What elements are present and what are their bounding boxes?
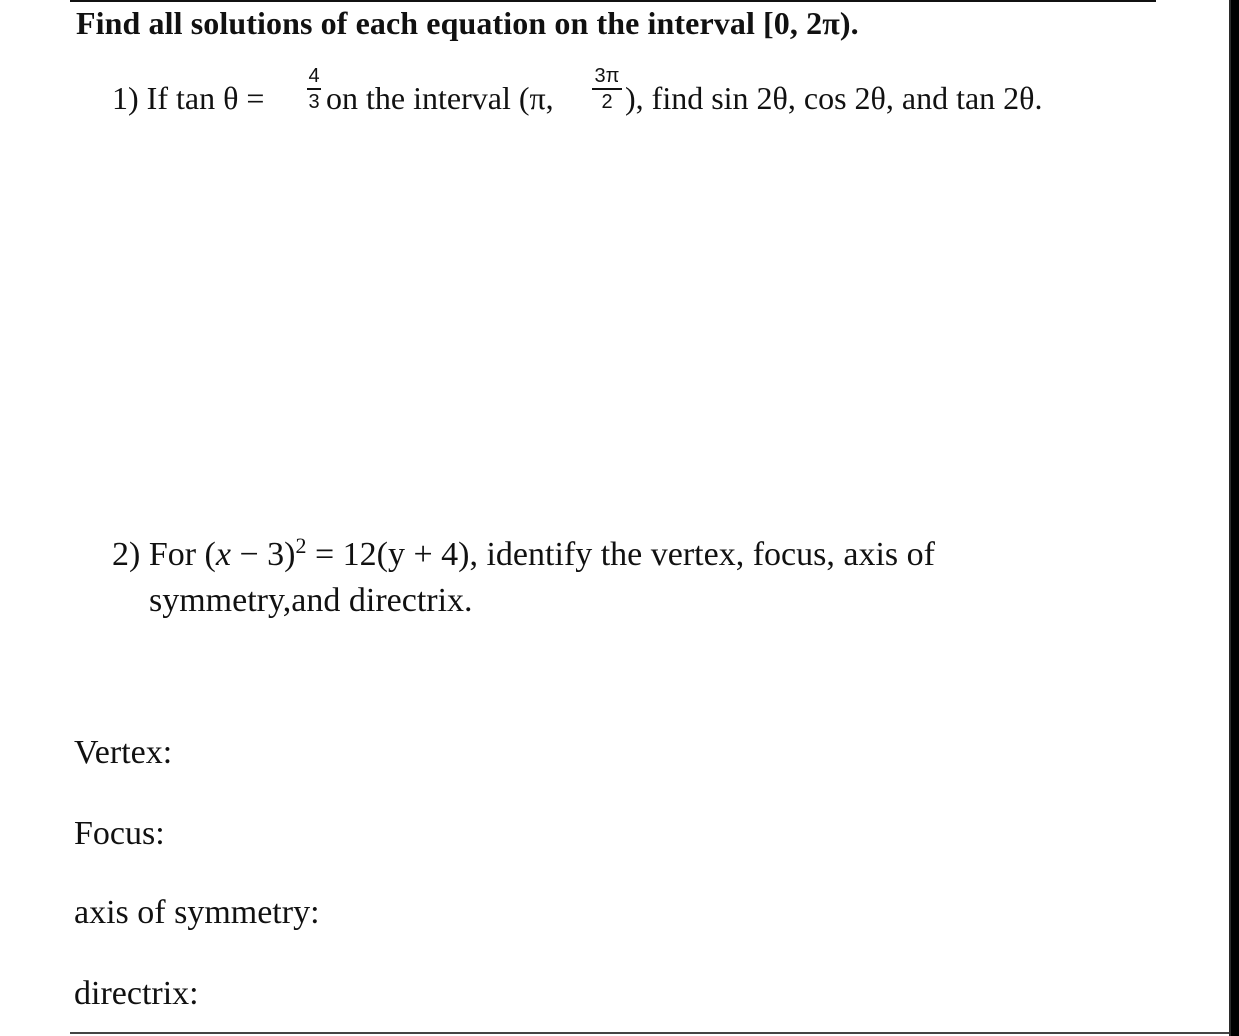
bottom-rule <box>70 1032 1229 1034</box>
fraction-denominator: 2 <box>601 91 613 113</box>
instructions-heading: Find all solutions of each equation on the interval [0, 2π). <box>76 5 859 41</box>
fraction-numerator: 3π <box>594 65 620 87</box>
question-1-prefix: 1) If tan θ = <box>112 80 265 116</box>
fraction-numerator: 4 <box>308 65 320 87</box>
question-2-number: 2) <box>112 536 141 573</box>
vertex-label: Vertex: <box>74 734 173 771</box>
focus-label: Focus: <box>74 815 165 852</box>
question-2-minus: − 3) <box>230 536 296 573</box>
exponent: 2 <box>295 533 307 558</box>
question-2-lead: For ( <box>148 536 216 573</box>
fraction-three-pi-over-two <box>590 66 624 114</box>
question-2-rest: = 12(y + 4), identify the vertex, focus, axis of <box>306 536 935 573</box>
question-1-middle: on the interval (π, <box>326 80 554 116</box>
top-rule <box>70 0 1156 2</box>
variable-x: x <box>215 536 231 573</box>
question-2-line-1 <box>112 532 935 578</box>
question-2-line-2: symmetry,and directrix. <box>149 582 473 619</box>
question-2 <box>112 532 935 624</box>
question-1-suffix: ), find sin 2θ, cos 2θ, and tan 2θ. <box>625 80 1043 116</box>
axis-of-symmetry-label: axis of symmetry: <box>74 894 320 931</box>
page-edge <box>1229 0 1231 1036</box>
fraction-four-thirds <box>302 66 326 114</box>
directrix-label: directrix: <box>74 975 199 1012</box>
fraction-denominator: 3 <box>308 91 320 113</box>
